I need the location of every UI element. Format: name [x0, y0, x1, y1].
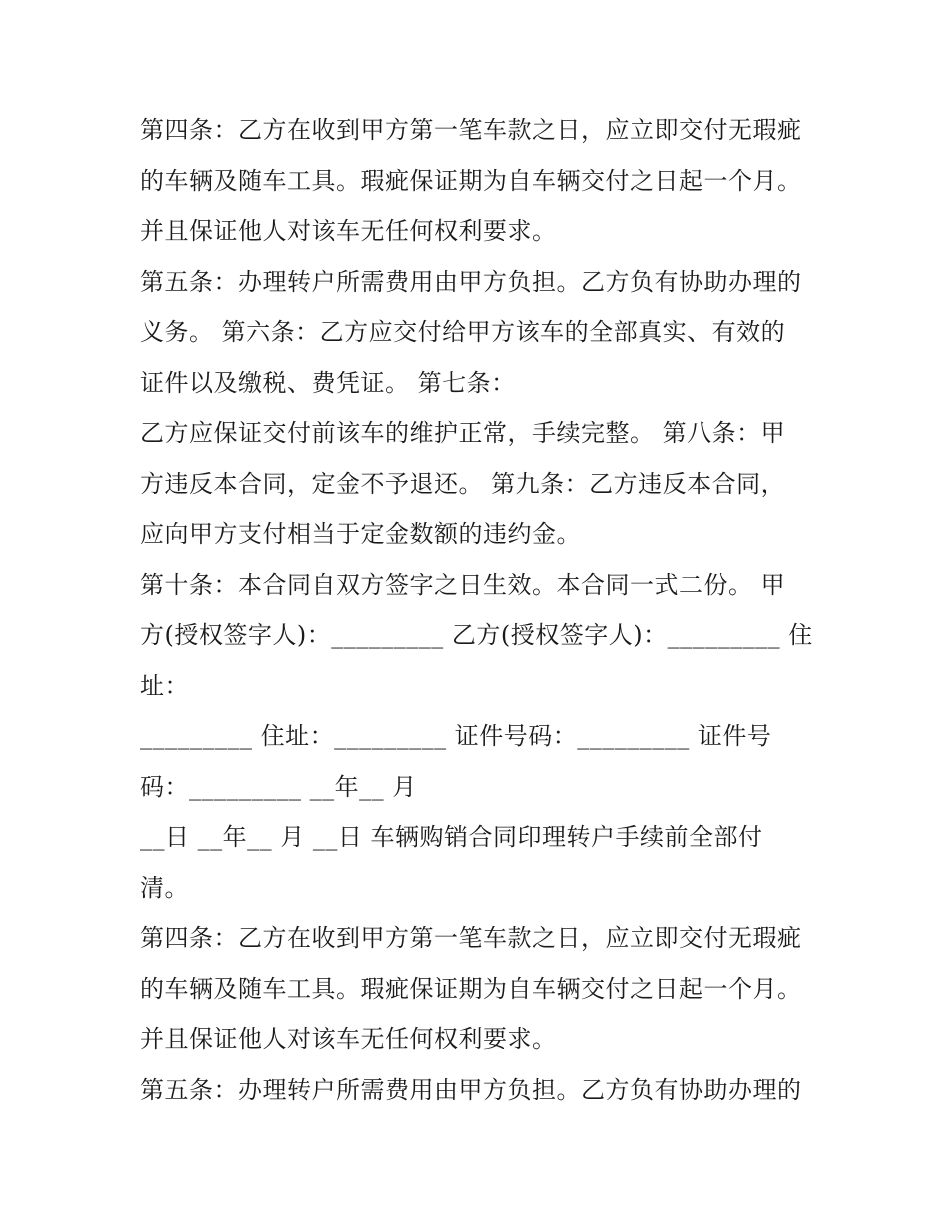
text-line: 方违反本合同，定金不予退还。 第九条：乙方违反本合同， [140, 469, 786, 498]
text-line: 第四条：乙方在收到甲方第一笔车款之日，应立即交付无瑕疵 [140, 116, 802, 144]
text-line: 并且保证他人对该车无任何权利要求。 [140, 1025, 557, 1053]
contract-text [140, 105, 830, 1115]
text-line: _________ 住址：_________ 证件号码：_________ 证件号 [140, 722, 772, 750]
text-line: 址： [140, 671, 189, 700]
text-line: __日 __年__ 月 __日 车辆购销合同印理转户手续前全部付 [140, 823, 763, 851]
text-line: 码：_________ __年__ 月 [140, 772, 417, 801]
text-line: 并且保证他人对该车无任何权利要求。 [140, 217, 557, 245]
text-line: 第四条：乙方在收到甲方第一笔车款之日，应立即交付无瑕疵 [140, 924, 802, 952]
text-line: 的车辆及随车工具。瑕疵保证期为自车辆交付之日起一个月。 [140, 974, 802, 1003]
text-line: 第五条：办理转户所需费用由甲方负担。乙方负有协助办理的 [140, 267, 802, 296]
text-line: 方(授权签字人)：_________ 乙方(授权签字人)：_________ 住 [140, 621, 813, 649]
text-line: 应向甲方支付相当于定金数额的违约金。 [140, 520, 581, 548]
text-line: 第十条：本合同自双方签字之日生效。本合同一式二份。 甲 [140, 570, 786, 599]
text-line: 的车辆及随车工具。瑕疵保证期为自车辆交付之日起一个月。 [140, 166, 802, 195]
text-line: 证件以及缴税、费凭证。 第七条： [140, 368, 516, 397]
text-line: 义务。 第六条：乙方应交付给甲方该车的全部真实、有效的 [140, 318, 786, 346]
text-line: 乙方应保证交付前该车的维护正常，手续完整。 第八条：甲 [140, 419, 786, 447]
text-line: 清。 [140, 873, 189, 902]
text-line: 第五条：办理转户所需费用由甲方负担。乙方负有协助办理的 [140, 1075, 802, 1104]
